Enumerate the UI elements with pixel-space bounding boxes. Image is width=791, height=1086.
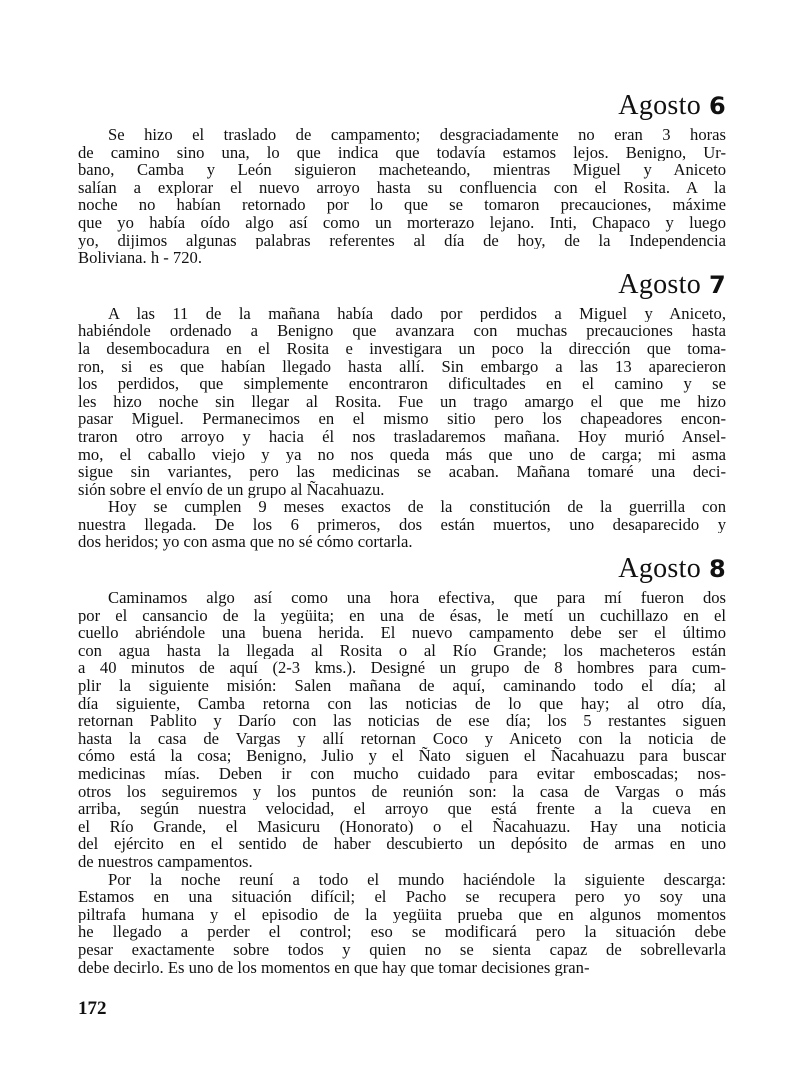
entry-agosto-6-paragraph-1: [78, 126, 726, 267]
text-line: pasar Miguel. Permanecimos en el mismo sitio pero los chapeadores encon-: [78, 410, 726, 428]
text-line: cómo está la cosa; Benigno, Julio y el Ñato siguen el Ñacahuazu para buscar: [78, 747, 726, 765]
text-line: el Río Grande, el Masicuru (Honorato) o el Ñacahuazu. Hay una noticia: [78, 817, 726, 836]
text-line: les hizo noche sin llegar al Rosita. Fue un trago amargo el que me hizo: [78, 392, 726, 411]
text-line: yo, dijimos algunas palabras referentes al día de hoy, de la Independencia: [78, 231, 726, 250]
text-line: por el cansancio de la yegüita; en una de ésas, le metí un cuchillazo en el: [78, 606, 726, 625]
text-line: debe decirlo. Es uno de los momentos en que hay que tomar decisiones gran-: [78, 958, 590, 977]
text-line: hasta la casa de Vargas y allí retornan Coco y Aniceto con la noticia de: [78, 729, 726, 748]
text-line: sigue sin variantes, pero las medicinas se acaban. Mañana tomaré una deci-: [78, 463, 726, 481]
text-line: Estamos en una situación difícil; el Pacho se recupera pero yo soy una: [78, 888, 726, 906]
text-line: Por la noche reuní a todo el mundo haciéndole la siguiente descarga:: [108, 870, 726, 889]
text-line: Se hizo el traslado de campamento; desgraciadamente no eran 3 horas: [108, 126, 726, 144]
text-line: piltrafa humana y el episodio de la yegüita prueba que en algunos momentos: [78, 905, 726, 924]
heading-agosto-7: [78, 269, 726, 301]
text-line: habiéndole ordenado a Benigno que avanzara con muchas precauciones hasta: [78, 322, 726, 340]
heading-day: 8: [709, 555, 726, 584]
text-line: noche no habían retornado por lo que se tomaron precauciones, máxime: [78, 196, 726, 214]
text-line: Boliviana. h - 720.: [78, 249, 202, 267]
text-line: del ejército en el sentido de haber descubierto un depósito de armas en uno: [78, 835, 726, 853]
text-line: A las 11 de la mañana había dado por perdidos a Miguel y Aniceto,: [108, 304, 726, 323]
page-body: [78, 88, 726, 1020]
text-line: plir la siguiente misión: Salen mañana de aquí, caminando todo el día; al: [78, 677, 726, 695]
text-line: Caminamos algo así como una hora efectiva, que para mí fueron dos: [108, 589, 726, 607]
text-line: que yo había oído algo así como un morterazo lejano. Inti, Chapaco y luego: [78, 213, 726, 232]
heading-agosto-6: [78, 90, 726, 122]
text-line: retornan Pablito y Darío con las noticias de ese día; los 5 restantes siguen: [78, 712, 726, 730]
entry-agosto-8-paragraph-1: [78, 589, 726, 871]
text-line: bano, Camba y León siguieron macheteando, mientras Miguel y Aniceto: [78, 161, 726, 179]
heading-word: Agosto: [618, 553, 701, 585]
heading-agosto-8: [78, 553, 726, 585]
text-line: día siguiente, Camba retorna con las noticias de lo que hay; al otro día,: [78, 694, 726, 713]
text-line: otros los seguiremos y los puntos de reunión son: la casa de Vargas o más: [78, 782, 726, 801]
text-line: de nuestros campamentos.: [78, 852, 253, 871]
text-line: con agua hasta la llegada al Rosita o al Río Grande; los macheteros están: [78, 641, 726, 660]
heading-day: 6: [709, 92, 726, 120]
text-line: cuello abriéndole una buena herida. El nuevo campamento debe ser el último: [78, 624, 726, 642]
text-line: ron, si es que habían llegado hasta allí. Sin embargo a las 13 aparecieron: [78, 357, 726, 376]
page-number: 172: [78, 998, 107, 1020]
text-line: los perdidos, que simplemente encontraron dificultades en el camino y se: [78, 375, 726, 393]
heading-day: 7: [709, 270, 726, 299]
entry-agosto-7-paragraph-1: [78, 305, 726, 499]
text-line: Hoy se cumplen 9 meses exactos de la constitución de la guerrilla con: [108, 498, 726, 516]
text-line: medicinas mías. Deben ir con mucho cuidado para evitar emboscadas; nos-: [78, 765, 726, 783]
text-line: mo, el caballo viejo y ya no nos queda más que uno de carga; mi asma: [78, 445, 726, 464]
text-line: la desembocadura en el Rosita e investigara un poco la dirección que toma-: [78, 339, 726, 358]
text-line: dos heridos; yo con asma que no sé cómo cortarla.: [78, 533, 413, 552]
text-line: a 40 minutos de aquí (2-3 kms.). Designé un grupo de 8 hombres para cum-: [78, 659, 726, 678]
text-line: de camino sino una, lo que indica que todavía estamos lejos. Benigno, Ur-: [78, 143, 726, 162]
text-line: sión sobre el envío de un grupo al Ñacahuazu.: [78, 480, 385, 499]
heading-word: Agosto: [618, 90, 701, 121]
entry-agosto-8-paragraph-2: [78, 871, 726, 977]
text-line: salían a explorar el nuevo arroyo hasta su confluencia con el Rosita. A la: [78, 178, 726, 197]
text-line: pesar exactamente sobre todos y quien no se sienta capaz de sobrellevarla: [78, 940, 726, 959]
text-line: nuestra llegada. De los 6 primeros, dos están muertos, uno desaparecido y: [78, 515, 726, 534]
text-line: traron otro arroyo y hacia él nos trasladaremos mañana. Hoy murió Ansel-: [78, 427, 726, 446]
text-line: arriba, según nuestra velocidad, el arroyo que está frente a la cueva en: [78, 800, 726, 818]
text-line: he llegado a perder el control; eso se modificará pero la situación debe: [78, 923, 726, 941]
entry-agosto-7-paragraph-2: [78, 498, 726, 551]
heading-word: Agosto: [618, 268, 701, 300]
